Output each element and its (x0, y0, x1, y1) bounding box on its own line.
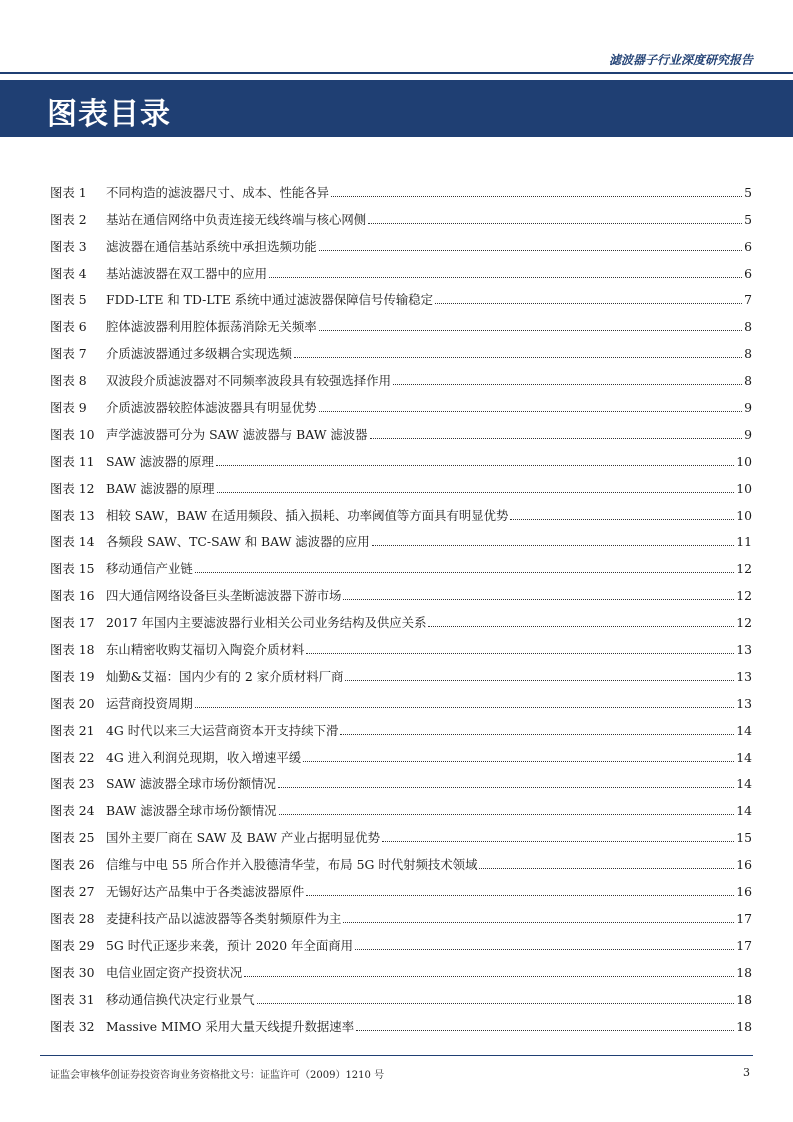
toc-entry-title: 国外主要厂商在 SAW 及 BAW 产业占据明显优势 (106, 830, 380, 846)
toc-dot-leader (303, 760, 734, 762)
toc-entry-label: 图表 10 (50, 426, 95, 442)
toc-entry[interactable] (50, 1008, 752, 1035)
toc-entry-label: 图表 28 (50, 910, 95, 926)
toc-entry-label: 图表 16 (50, 588, 95, 604)
toc-entry-title: BAW 滤波器全球市场份额情况 (106, 803, 277, 819)
toc-entry-title: 灿勤&艾福：国内少有的 2 家介质材料厂商 (106, 668, 344, 684)
toc-entry-page: 7 (744, 292, 752, 308)
toc-entry-label: 图表 22 (50, 749, 95, 765)
toc-entry[interactable] (50, 497, 752, 524)
toc-entry-page: 6 (744, 265, 752, 281)
toc-entry-title: 介质滤波器较腔体滤波器具有明显优势 (106, 400, 317, 416)
toc-entry[interactable] (50, 739, 752, 766)
toc-entry-label: 图表 18 (50, 642, 95, 658)
toc-dot-leader (269, 276, 742, 278)
report-title: 滤波器子行业深度研究报告 (608, 53, 753, 67)
toc-entry-title: 不同构造的滤波器尺寸、成本、性能各异 (106, 184, 330, 200)
toc-entry-title: 4G 进入利润兑现期，收入增速平缓 (106, 749, 302, 765)
toc-entry-label: 图表 2 (50, 211, 87, 227)
toc-dot-leader (510, 518, 734, 520)
toc-entry-label: 图表 13 (50, 507, 95, 523)
toc-dot-leader (345, 679, 734, 681)
toc-entry-title: BAW 滤波器的原理 (106, 480, 215, 496)
toc-dot-leader (356, 1029, 734, 1031)
toc-entry-page: 13 (736, 668, 752, 684)
toc-entry[interactable] (50, 255, 752, 282)
toc-entry-page: 14 (736, 722, 752, 738)
toc-entry[interactable] (50, 308, 752, 335)
toc-entry-page: 18 (736, 964, 752, 980)
toc-entry-page: 14 (736, 749, 752, 765)
toc-entry-label: 图表 14 (50, 534, 95, 550)
toc-entry-label: 图表 4 (50, 265, 87, 281)
toc-entry[interactable] (50, 416, 752, 443)
toc-entry-page: 5 (744, 211, 752, 227)
toc-dot-leader (278, 786, 734, 788)
toc-entry-title: 移动通信换代决定行业景气 (106, 991, 255, 1007)
toc-dot-leader (372, 544, 735, 546)
toc-dot-leader (343, 921, 734, 923)
toc-entry[interactable] (50, 201, 752, 228)
toc-dot-leader (294, 356, 742, 358)
toc-entry-page: 12 (736, 615, 752, 631)
toc-entry-label: 图表 15 (50, 561, 95, 577)
toc-entry-page: 17 (736, 910, 752, 926)
toc-entry-page: 10 (736, 480, 752, 496)
toc-entry-page: 13 (736, 642, 752, 658)
toc-entry-label: 图表 5 (50, 292, 87, 308)
toc-entry-title: 东山精密收购艾福切入陶瓷介质材料 (106, 642, 305, 658)
toc-entry-label: 图表 24 (50, 803, 95, 819)
toc-entry-title: 各频段 SAW、TC-SAW 和 BAW 滤波器的应用 (106, 534, 370, 550)
toc-dot-leader (435, 302, 742, 304)
page-number: 3 (743, 1066, 750, 1079)
toc-dot-leader (244, 975, 734, 977)
toc-dot-leader (319, 249, 742, 251)
toc-entry-label: 图表 12 (50, 480, 95, 496)
header-divider (0, 72, 793, 74)
toc-entry-page: 12 (736, 588, 752, 604)
toc-entry[interactable] (50, 550, 752, 577)
toc-entry-title: 移动通信产业链 (106, 561, 193, 577)
toc-dot-leader (195, 706, 734, 708)
toc-entry[interactable] (50, 792, 752, 819)
toc-entry-label: 图表 3 (50, 238, 87, 254)
toc-entry-page: 16 (736, 857, 752, 873)
toc-entry-label: 图表 9 (50, 400, 87, 416)
toc-entry[interactable] (50, 658, 752, 685)
toc-entry-title: 无锡好达产品集中于各类滤波器原件 (106, 884, 305, 900)
toc-entry-page: 16 (736, 884, 752, 900)
toc-entry[interactable] (50, 927, 752, 954)
toc-entry-page: 18 (736, 1018, 752, 1034)
toc-entry-title: 4G 时代以来三大运营商资本开支持续下滑 (106, 722, 339, 738)
toc-entry-page: 9 (744, 400, 752, 416)
toc-entry-title: 双波段介质滤波器对不同频率波段具有较强选择作用 (106, 373, 391, 389)
toc-entry-title: 2017 年国内主要滤波器行业相关公司业务结构及供应关系 (106, 615, 427, 631)
toc-entry-title: 基站在通信网络中负责连接无线终端与核心网侧 (106, 211, 367, 227)
toc-dot-leader (319, 329, 742, 331)
toc-dot-leader (393, 383, 742, 385)
toc-entry-label: 图表 32 (50, 1018, 95, 1034)
toc-entry-label: 图表 23 (50, 776, 95, 792)
footer-divider (40, 1055, 753, 1056)
toc-dot-leader (195, 571, 734, 573)
toc-entry-page: 8 (744, 373, 752, 389)
toc-entry[interactable] (50, 819, 752, 846)
section-title: 图表目录 (47, 97, 171, 132)
toc-entry-label: 图表 31 (50, 991, 95, 1007)
toc-entry-page: 12 (736, 561, 752, 577)
toc-entry-title: 声学滤波器可分为 SAW 滤波器与 BAW 滤波器 (106, 426, 368, 442)
toc-dot-leader (306, 652, 734, 654)
toc-entry[interactable] (50, 981, 752, 1008)
toc-entry[interactable] (50, 766, 752, 793)
toc-entry-label: 图表 27 (50, 884, 95, 900)
toc-entry-page: 9 (744, 426, 752, 442)
toc-entry-title: 四大通信网络设备巨头垄断滤波器下游市场 (106, 588, 342, 604)
toc-entry-page: 17 (736, 937, 752, 953)
toc-entry-title: 介质滤波器通过多级耦合实现选频 (106, 346, 292, 362)
toc-entry-label: 图表 19 (50, 668, 95, 684)
toc-entry[interactable] (50, 470, 752, 497)
toc-dot-leader (368, 222, 742, 224)
toc-entry[interactable] (50, 846, 752, 873)
toc-entry[interactable] (50, 631, 752, 658)
toc-entry-title: 腔体滤波器利用腔体振荡消除无关频率 (106, 319, 317, 335)
toc-entry-label: 图表 17 (50, 615, 95, 631)
toc-entry[interactable] (50, 524, 752, 551)
toc-entry-label: 图表 21 (50, 722, 95, 738)
toc-entry-label: 图表 20 (50, 695, 95, 711)
toc-entry-title: 信维与中电 55 所合作并入股德清华莹，布局 5G 时代射频技术领域 (106, 857, 478, 873)
toc-entry-page: 14 (736, 776, 752, 792)
toc-entry-page: 8 (744, 319, 752, 335)
toc-dot-leader (370, 437, 742, 439)
toc-dot-leader (340, 733, 734, 735)
toc-entry-label: 图表 30 (50, 964, 95, 980)
toc-entry[interactable] (50, 389, 752, 416)
table-of-figures (50, 174, 752, 1035)
toc-entry-title: 相较 SAW，BAW 在适用频段、插入损耗、功率阈值等方面具有明显优势 (106, 507, 509, 523)
toc-dot-leader (479, 867, 734, 869)
toc-entry-label: 图表 11 (50, 453, 95, 469)
footer-license: 证监会审核华创证券投资咨询业务资格批文号：证监许可（2009）1210 号 (50, 1070, 385, 1081)
toc-entry-page: 13 (736, 695, 752, 711)
toc-entry[interactable] (50, 685, 752, 712)
toc-entry[interactable] (50, 335, 752, 362)
toc-entry-page: 6 (744, 238, 752, 254)
toc-entry-page: 18 (736, 991, 752, 1007)
toc-entry-label: 图表 6 (50, 319, 87, 335)
toc-entry[interactable] (50, 604, 752, 631)
toc-entry[interactable] (50, 174, 752, 201)
toc-entry-page: 5 (744, 184, 752, 200)
toc-entry[interactable] (50, 443, 752, 470)
toc-entry-page: 10 (736, 507, 752, 523)
toc-dot-leader (343, 598, 734, 600)
toc-dot-leader (306, 894, 734, 896)
toc-entry[interactable] (50, 282, 752, 309)
toc-entry-title: 5G 时代正逐步来袭，预计 2020 年全面商用 (106, 937, 353, 953)
toc-entry-title: 麦捷科技产品以滤波器等各类射频原件为主 (106, 910, 342, 926)
toc-entry[interactable] (50, 577, 752, 604)
toc-entry-title: 电信业固定资产投资状况 (106, 964, 243, 980)
toc-entry[interactable] (50, 362, 752, 389)
toc-dot-leader (319, 410, 742, 412)
toc-entry-page: 11 (736, 534, 752, 550)
toc-entry-page: 15 (736, 830, 752, 846)
toc-entry-title: SAW 滤波器全球市场份额情况 (106, 776, 276, 792)
toc-dot-leader (279, 813, 735, 815)
toc-dot-leader (217, 491, 735, 493)
toc-entry[interactable] (50, 712, 752, 739)
toc-dot-leader (382, 840, 734, 842)
toc-entry-label: 图表 29 (50, 937, 95, 953)
toc-entry-label: 图表 1 (50, 184, 87, 200)
toc-entry[interactable] (50, 954, 752, 981)
toc-entry-label: 图表 7 (50, 346, 87, 362)
toc-entry-title: Massive MIMO 采用大量天线提升数据速率 (106, 1018, 355, 1034)
toc-entry-label: 图表 25 (50, 830, 95, 846)
toc-dot-leader (331, 195, 742, 197)
toc-dot-leader (257, 1002, 735, 1004)
toc-entry[interactable] (50, 900, 752, 927)
section-banner (0, 80, 793, 137)
toc-entry-label: 图表 26 (50, 857, 95, 873)
toc-entry-title: 滤波器在通信基站系统中承担选频功能 (106, 238, 317, 254)
toc-entry-title: FDD-LTE 和 TD-LTE 系统中通过滤波器保障信号传输稳定 (106, 292, 434, 308)
toc-entry-page: 10 (736, 453, 752, 469)
toc-entry-title: SAW 滤波器的原理 (106, 453, 214, 469)
toc-entry[interactable] (50, 873, 752, 900)
toc-entry-title: 运营商投资周期 (106, 695, 193, 711)
toc-entry-page: 8 (744, 346, 752, 362)
toc-entry-page: 14 (736, 803, 752, 819)
toc-entry[interactable] (50, 228, 752, 255)
toc-entry-title: 基站滤波器在双工器中的应用 (106, 265, 268, 281)
toc-dot-leader (355, 948, 734, 950)
toc-dot-leader (216, 464, 734, 466)
toc-dot-leader (428, 625, 734, 627)
toc-entry-label: 图表 8 (50, 373, 87, 389)
